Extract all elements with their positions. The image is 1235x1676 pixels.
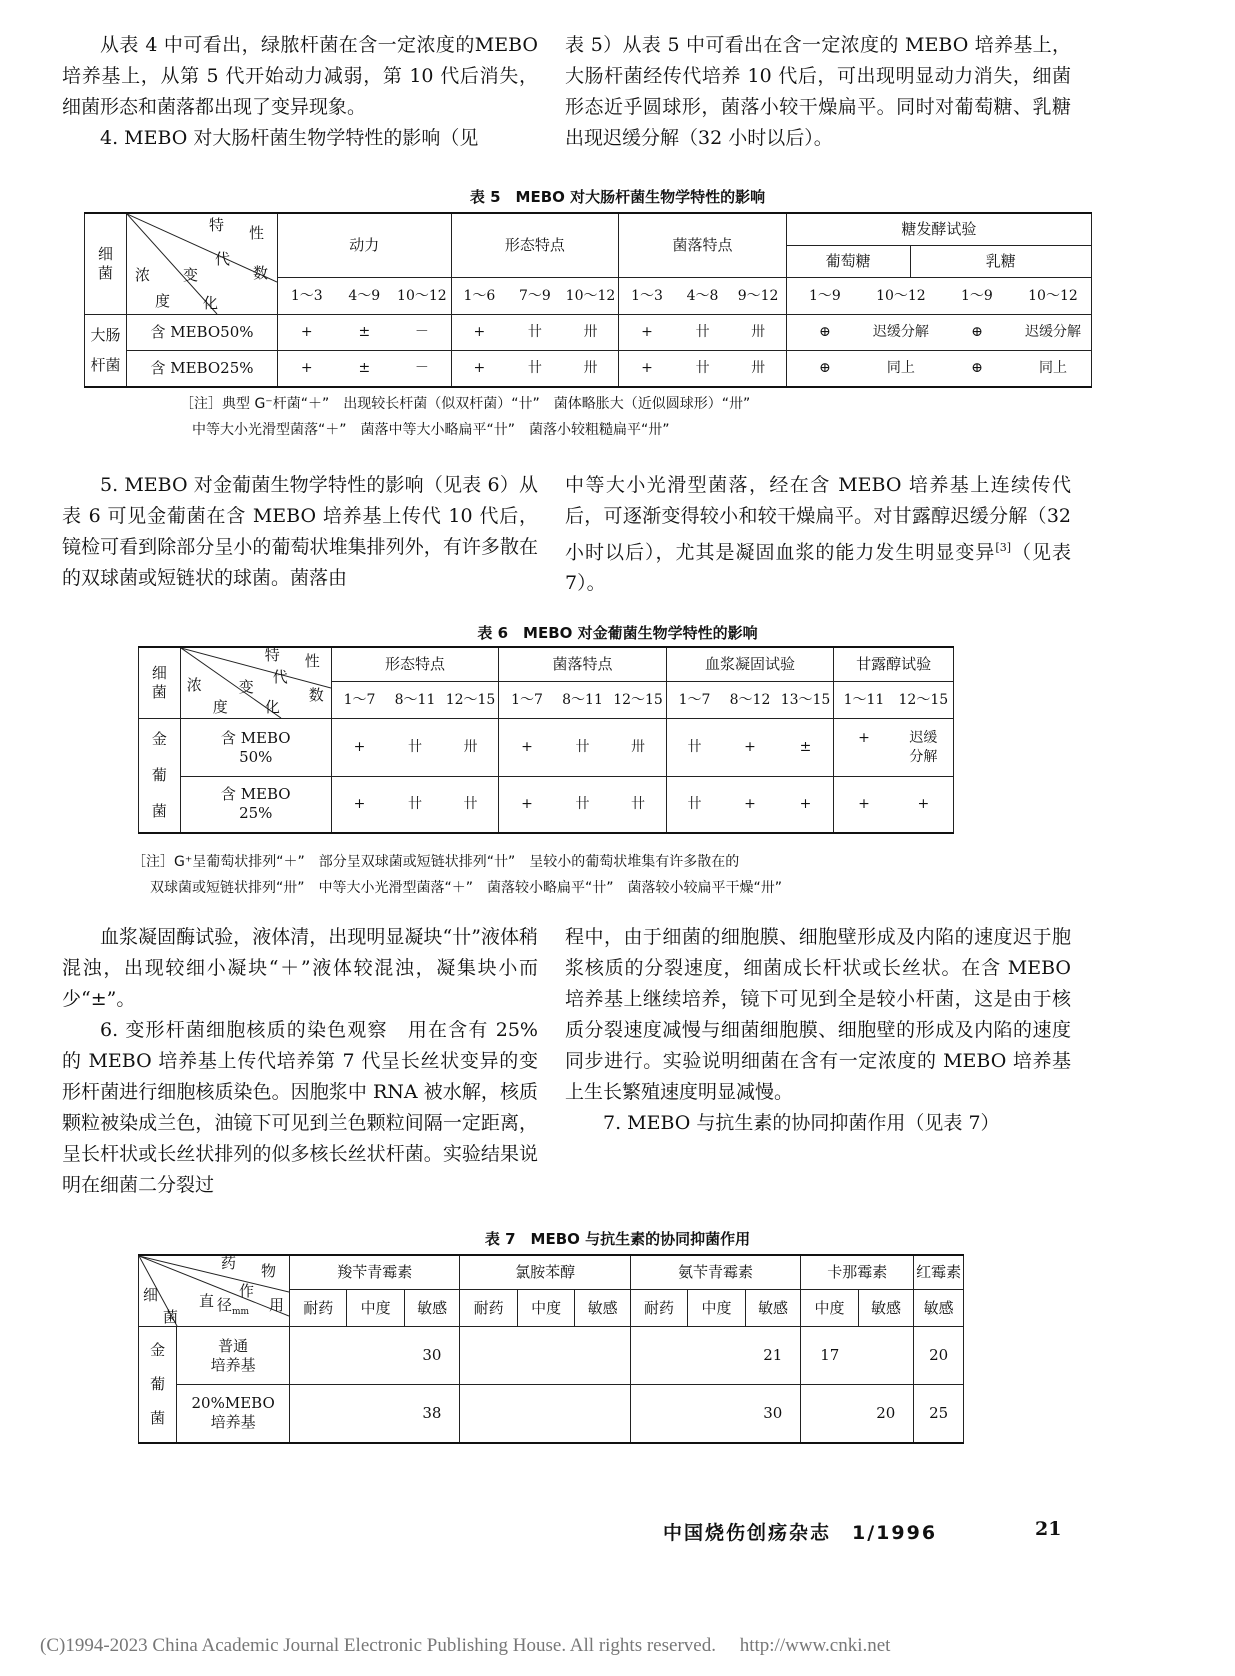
table6-ticks: 1～7 8～11 12～15 [331,682,499,719]
table-row: + 卄 卅 [619,351,787,387]
table7-cell [630,1327,687,1385]
table6-group: 形态特点 [331,647,499,682]
table7-level: 中度 [347,1290,404,1327]
table7-cell [290,1385,347,1443]
para: 4. MEBO 对大肠杆菌生物学特性的影响（见 [100,127,479,149]
table7-level: 敏感 [858,1290,914,1327]
table7-level: 耐药 [630,1290,687,1327]
table7-cell: 30 [404,1327,460,1385]
table7-diagonal-header: 药 物 作 用 直 径$_{mm}$ 细 菌 [139,1255,290,1327]
col1-mid [62,470,538,594]
table5-sugar: 乳糖 [910,245,1092,277]
para: 中等大小光滑型菌落，经在含 MEBO 培养基上连续传代后，可逐渐变得较小和较干燥扁平。对甘露醇迟缓分解（32 小时以后），尤其是凝固血浆的能力发生明显变异[3]（见表 7）。 [565,474,1071,595]
table7-caption: 表 7 MEBO 与抗生素的协同抑菌作用 [484,1230,751,1248]
table7-level: 耐药 [460,1290,517,1327]
table7-cell [517,1327,574,1385]
table-row: + ± － [277,351,451,387]
table5 [84,212,1092,388]
table7-drug: 卡那霉素 [801,1255,914,1290]
table5-sugar: 葡萄糖 [786,245,910,277]
table7-cell [347,1327,404,1385]
table7-cell: 30 [745,1385,801,1443]
col2-mid [565,470,1071,599]
table7-cell [575,1385,630,1443]
para: 表 5）从表 5 中可看出在含一定浓度的 MEBO 培养基上，大肠杆菌经传代培养 10 代后，可出现明显动力消失，细菌形态近乎圆球形，菌落小较干燥扁平。同时对葡萄糖、乳糖出现迟缓分解（32 小时以后）。 [565,34,1071,149]
table7-cell [688,1327,745,1385]
table6-conc: 含 MEBO 50% [180,719,331,777]
table5-ticks: 1～3 4～9 10～12 [277,278,451,315]
table-row: 卄 + ± [666,719,834,777]
table-row: + 卄 卅 [331,719,499,777]
table7-cell [460,1327,517,1385]
table5-note-2: 中等大小光滑型菌落“＋” 菌落中等大小略扁平“卄” 菌落小较粗糙扁平“卅” [192,422,670,438]
table-row: + 迟缓 分解 [834,719,954,777]
table6-group: 菌落特点 [499,647,667,682]
table6-row-head: 细菌 [139,647,181,719]
table7-level: 敏感 [575,1290,630,1327]
table6-bacteria: 金葡菌 [139,719,181,833]
table6-ticks: 1～11 12～15 [834,682,954,719]
table7 [138,1254,964,1444]
table7-cell: 21 [745,1327,801,1385]
table7-cell [290,1327,347,1385]
table7-cell: 20 [858,1385,914,1443]
table7-drug: 氯胺苯醇 [460,1255,630,1290]
table5-conc: 含 MEBO50% [126,315,277,351]
table7-bacteria: 金葡菌 [139,1327,177,1443]
table7-cell: 25 [914,1385,964,1443]
col2-bot [565,922,1071,1139]
table6-group: 甘露醇试验 [834,647,954,682]
table5-note-1: ［注］典型 G⁻杆菌“＋” 出现较长杆菌（似双杆菌）“卄” 菌体略胀大（近似圆球形）“卅” [180,396,751,412]
table7-cell [688,1385,745,1443]
table7-cell [460,1385,517,1443]
table-row: + + [834,777,954,833]
table7-cell [517,1385,574,1443]
table7-level: 敏感 [745,1290,801,1327]
page-number: 21 [1035,1518,1062,1540]
col2-top [565,30,1071,154]
copyright-line: (C)1994-2023 China Academic Journal Electronic Publishing House. All rights reserved. http://www.cnki.net [40,1635,891,1656]
table6-note-1: ［注］G⁺呈葡萄状排列“＋” 部分呈双球菌或短链状排列“卄” 呈较小的葡萄状堆集有许多散在的 [132,854,740,870]
table7-cell [858,1327,914,1385]
table5-ticks: 1～6 7～9 10～12 [451,278,619,315]
table7-cell [347,1385,404,1443]
table7-cell: 17 [801,1327,859,1385]
table-row: + 卄 卅 [451,315,619,351]
table5-row-head: 细菌 [85,213,127,315]
table7-cell [630,1385,687,1443]
table7-drug: 红霉素 [914,1255,964,1290]
para: 程中，由于细菌的细胞膜、细胞壁形成及内陷的速度迟于胞浆核质的分裂速度，细菌成长杆状或长丝状。在含 MEBO 培养基上继续培养，镜下可见到全是较小杆菌，这是由于核质分裂速度减慢与细菌细胞膜、细胞壁的形成及内陷的速度同步进行。实验说明细菌在含有一定浓度的 MEBO 培养基上生长繁殖速度明显减慢。 [565,926,1071,1103]
table-row: + 卄 卄 [499,777,667,833]
table7-cell [575,1327,630,1385]
table-row: + ± － [277,315,451,351]
table7-level: 中度 [517,1290,574,1327]
table5-ticks: 1～3 4～8 9～12 [619,278,787,315]
para: 5. MEBO 对金葡菌生物学特性的影响（见表 6）从表 6 可见金葡菌在含 MEBO 培养基上传代 10 代后，镜检可看到除部分呈小的葡萄状堆集排列外，有许多散在的双球菌或短链状的球菌。菌落由 [62,474,538,589]
table7-cell: 38 [404,1385,460,1443]
col1-top [62,30,538,154]
table5-ticks: 1～9 10～12 1～9 10～12 [786,278,1091,315]
table5-diagonal-header: 特 性 代 数 浓 变 度 化 [126,213,277,315]
table-row: + 卄 卅 [619,315,787,351]
table-row: + 卄 卅 [451,351,619,387]
table7-medium: 20%MEBO 培养基 [177,1385,290,1443]
col1-bot [62,922,538,1201]
table6-ticks: 1～7 8～12 13～15 [666,682,834,719]
table6-ticks: 1～7 8～11 12～15 [499,682,667,719]
table-row: ⊕ 迟缓分解 ⊕ 迟缓分解 [786,315,1091,351]
table-row: + 卄 卄 [331,777,499,833]
table-row: + 卄 卅 [499,719,667,777]
table5-group: 动力 [277,213,451,278]
table7-level: 敏感 [404,1290,460,1327]
journal-footer: 中国烧伤创疡杂志 1/1996 [663,1522,938,1544]
table7-medium: 普通 培养基 [177,1327,290,1385]
table7-drug: 氨苄青霉素 [630,1255,800,1290]
para: 从表 4 中可看出，绿脓杆菌在含一定浓度的MEBO 培养基上，从第 5 代开始动力减弱，第 10 代后消失，细菌形态和菌落都出现了变异现象。 [62,34,538,118]
table5-caption: 表 5 MEBO 对大肠杆菌生物学特性的影响 [469,188,766,206]
table5-group: 糖发酵试验 [786,213,1091,245]
table7-drug: 羧苄青霉素 [290,1255,460,1290]
table5-conc: 含 MEBO25% [126,351,277,387]
table6-diagonal-header: 特 性 代 数 浓 变 度 化 [180,647,331,719]
table7-level: 中度 [801,1290,859,1327]
table6-group: 血浆凝固试验 [666,647,834,682]
table7-level: 耐药 [290,1290,347,1327]
table6-note-2: 双球菌或短链状排列“卅” 中等大小光滑型菌落“＋” 菌落较小略扁平“卄” 菌落较小较扁平干燥“卅” [150,880,783,896]
table6 [138,646,954,834]
table5-group: 菌落特点 [619,213,787,278]
table6-conc: 含 MEBO 25% [180,777,331,833]
para: 血浆凝固酶试验，液体清，出现明显凝块“卄”液体稍混浊，出现较细小凝块“＋”液体较混浊，凝集块小而少“±”。 [62,926,538,1010]
table7-cell: 20 [914,1327,964,1385]
para: 7. MEBO 与抗生素的协同抑菌作用（见表 7） [603,1112,1000,1134]
table5-bacteria: 大肠杆菌 [85,315,127,387]
table5-group: 形态特点 [451,213,619,278]
table-row: 卄 + + [666,777,834,833]
para: 6. 变形杆菌细胞核质的染色观察 用在含有 25% 的 MEBO 培养基上传代培养第 7 代呈长丝状变异的变形杆菌进行细胞核质染色。因胞浆中 RNA 被水解，核质颗粒被染成兰色，油镜下可见到兰色颗粒间隔一定距离，呈长杆状或长丝状排列的似多核长丝状杆菌。实验结果说明在细菌二分裂过 [62,1019,538,1196]
table6-caption: 表 6 MEBO 对金葡菌生物学特性的影响 [477,624,758,642]
table7-level: 敏感 [914,1290,964,1327]
table-row: ⊕ 同上 ⊕ 同上 [786,351,1091,387]
table7-cell [801,1385,859,1443]
table7-level: 中度 [688,1290,745,1327]
